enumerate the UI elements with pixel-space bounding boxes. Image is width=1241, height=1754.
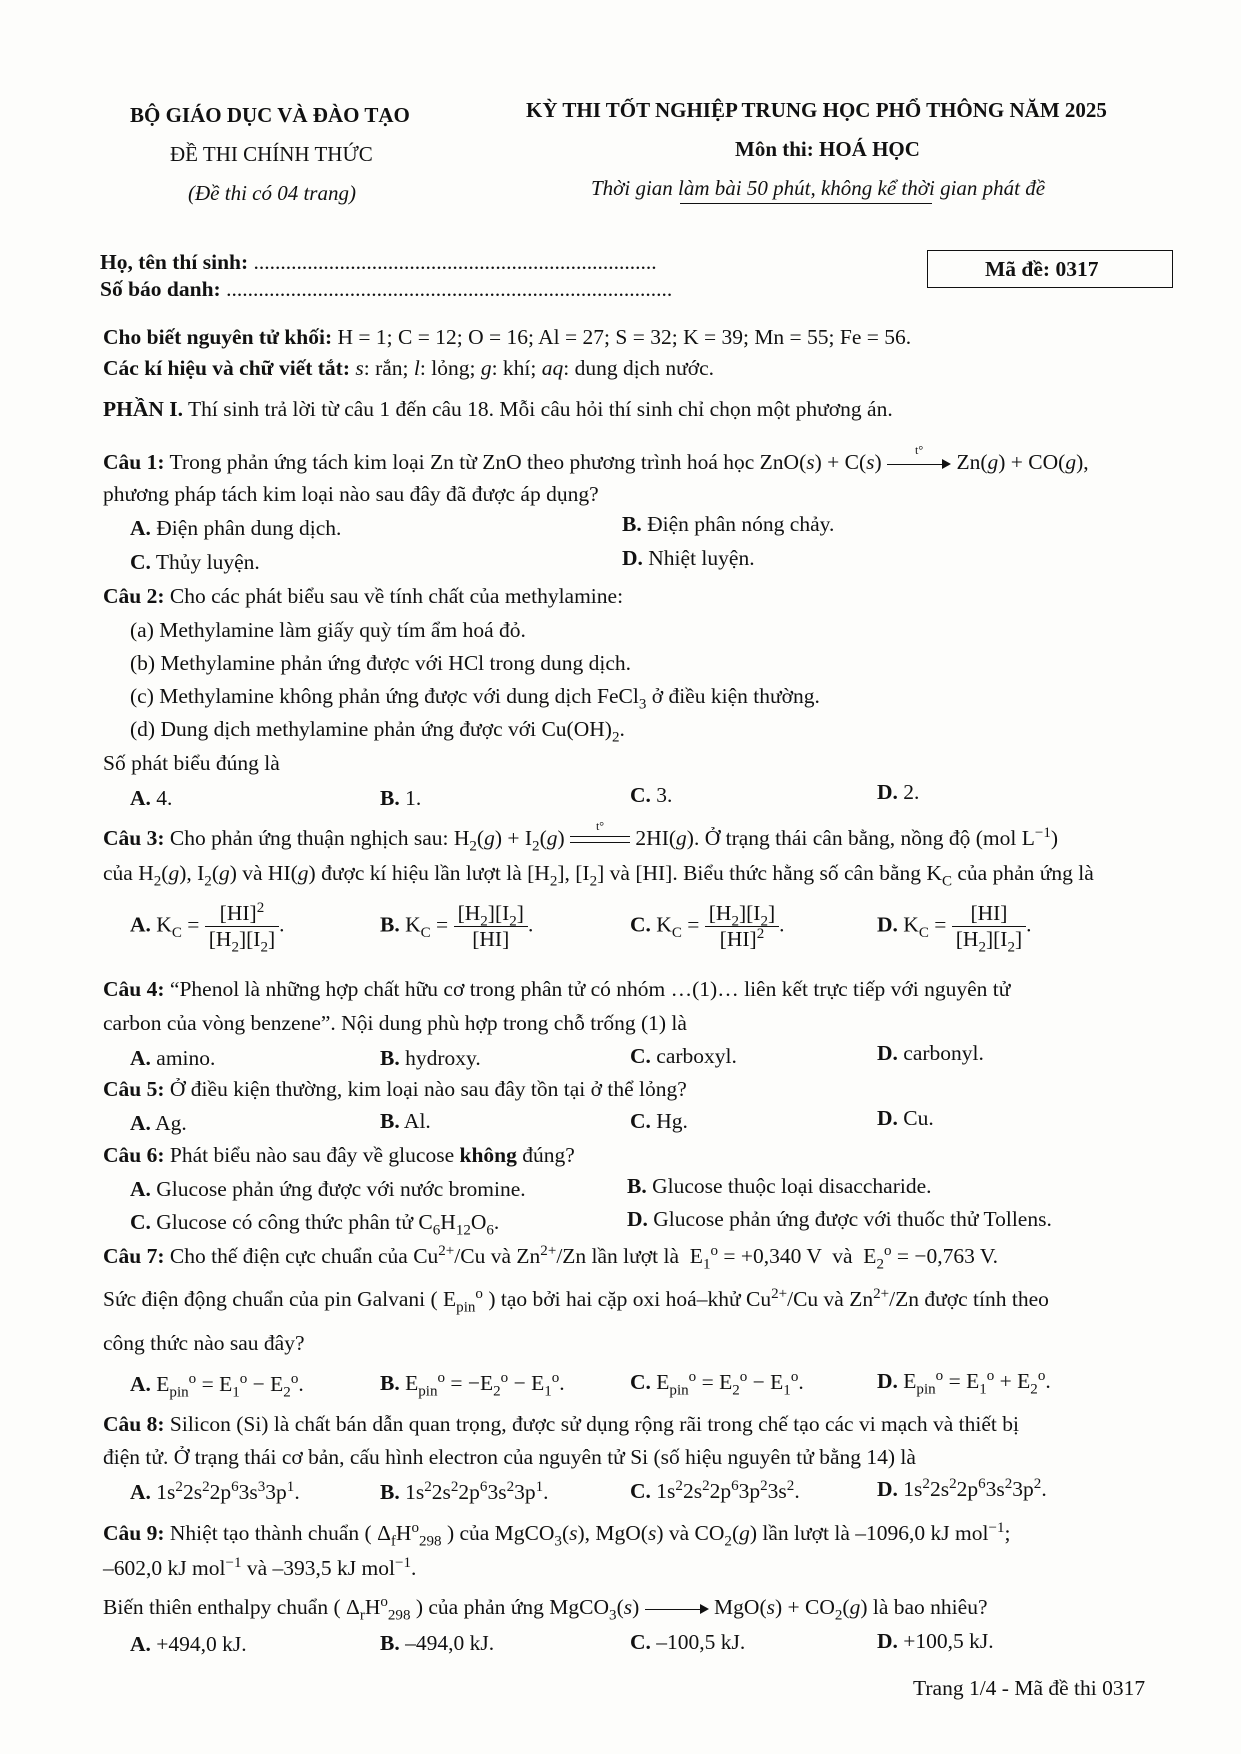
q9-option-c[interactable]: C. –100,5 kJ.: [630, 1630, 746, 1654]
name-label: Họ, tên thí sinh:: [100, 250, 249, 274]
statement-b: (b) Methylamine phản ứng được với HCl trong dung dịch.: [130, 651, 632, 675]
page-footer: Trang 1/4 - Mã đề thi 0317: [913, 1676, 1146, 1700]
statement-d: (d) Dung dịch methylamine phản ứng được với $Cu(OH)_2$.: [130, 717, 625, 746]
q1-option-b[interactable]: B. Điện phân nóng chảy.: [622, 512, 835, 536]
symbols-legend: Các kí hiệu và chữ viết tắt: s: rắn; l: lỏng; g: khí; aq: dung dịch nước.: [103, 356, 715, 380]
ministry-name: BỘ GIÁO DỤC VÀ ĐÀO TẠO: [130, 103, 410, 127]
q2-option-d[interactable]: D. 2.: [877, 780, 920, 804]
question-text: Trong phản ứng tách kim loại Zn từ ZnO theo phương trình hoá học: [169, 450, 755, 474]
question-3-line2: của $H_2(g)$, $I_2(g)$ và HI(g) được kí hiệu lần lượt là $[H_2]$, $[I_2]$ và [HI]. Biểu thức hằng số cân bằng $K_C$ của phản ứng là: [103, 861, 1094, 890]
q9-option-d[interactable]: D. +100,5 kJ.: [877, 1629, 994, 1653]
q4-option-a[interactable]: A. amino.: [130, 1046, 216, 1070]
question-4-line2: carbon của vòng benzene”. Nội dung phù hợp trong chỗ trống (1) là: [103, 1011, 687, 1035]
question-7-line3: công thức nào sau đây?: [103, 1331, 305, 1355]
candidate-id-line: [100, 277, 672, 302]
part-1-instruction: [103, 397, 893, 422]
code-label: Mã đề:: [985, 257, 1051, 281]
q2-option-b[interactable]: B. 1.: [380, 786, 422, 810]
q2-option-a[interactable]: A. 4.: [130, 786, 173, 810]
q4-option-d[interactable]: D. carbonyl.: [877, 1041, 984, 1065]
question-9-line2: –602,0 kJ mol$^{-1}$ và –393,5 kJ mol$^{-1}$.: [103, 1554, 417, 1580]
question-label: Câu 1:: [103, 450, 165, 474]
q5-option-d[interactable]: D. Cu.: [877, 1106, 934, 1130]
question-2: Câu 2: Cho các phát biểu sau về tính chất của methylamine:: [103, 584, 624, 608]
exam-title: KỲ THI TỐT NGHIỆP TRUNG HỌC PHỔ THÔNG NĂM 2025: [526, 98, 1107, 122]
question-1: Câu 1: Trong phản ứng tách kim loại Zn từ ZnO theo phương trình hoá học ZnO(s) + C(s) t° Zn(g) + CO(g),: [103, 443, 1089, 474]
name-dots: ...........................................................................: [253, 250, 657, 274]
statement-a: (a) Methylamine làm giấy quỳ tím ẩm hoá đỏ.: [130, 618, 526, 642]
official-label: ĐỀ THI CHÍNH THỨC: [170, 142, 373, 166]
question-4: Câu 4: “Phenol là những hợp chất hữu cơ trong phân tử có nhóm …(1)… liên kết trực tiếp với nguyên tử: [103, 977, 1011, 1001]
code-value: 0317: [1055, 257, 1099, 281]
q8-option-c[interactable]: C. $1s^22s^22p^63p^23s^2$.: [630, 1477, 800, 1503]
statement-c: (c) Methylamine không phản ứng được với dung dịch FeCl$_3$ ở điều kiện thường.: [130, 684, 820, 713]
q7-option-a[interactable]: A. $E_{pin}^o = E_1^o - E_2^o$.: [130, 1370, 304, 1401]
q4-option-b[interactable]: B. hydroxy.: [380, 1046, 481, 1070]
reaction-arrow: t°: [887, 458, 951, 470]
header-underline: [680, 203, 932, 204]
question-5: Câu 5: Ở điều kiện thường, kim loại nào sau đây tồn tại ở thể lỏng?: [103, 1077, 687, 1101]
q1-option-d[interactable]: D. Nhiệt luyện.: [622, 546, 755, 570]
q6-option-d[interactable]: D. Glucose phản ứng được với thuốc thử Tollens.: [627, 1207, 1052, 1231]
symbols-label: Các kí hiệu và chữ viết tắt:: [103, 356, 350, 380]
question-3: Câu 3: Cho phản ứng thuận nghịch sau: $H_2(g) + I_2(g)$ t° 2HI(g). Ở trạng thái cân bằng, nồng độ (mol $L^{-1}$): [103, 819, 1059, 855]
q3-option-c[interactable]: C. $K_C$ = $\frac{[H_2][I_2]}{[HI]^2}$ .: [630, 901, 785, 951]
part-text: Thí sinh trả lời từ câu 1 đến câu 18. Mỗi câu hỏi thí sinh chỉ chọn một phương án.: [188, 397, 893, 421]
q8-option-b[interactable]: B. $1s^22s^22p^63s^23p^1$.: [380, 1478, 549, 1504]
question-9: Câu 9: Nhiệt tạo thành chuẩn ( $\Delta_fH^o_{298}$ ) của MgCO$_3$(s), MgO(s) và $CO_2(g)$ lần lượt là –1096,0 kJ mol$^{-1}$;: [103, 1519, 1011, 1550]
equilibrium-arrow: t°: [570, 833, 630, 847]
q9-option-b[interactable]: B. –494,0 kJ.: [380, 1631, 495, 1655]
atomic-masses: [103, 325, 911, 350]
question-7-line2: Sức điện động chuẩn của pin Galvani ( $E_{pin}^o$ ) tạo bởi hai cặp oxi hoá–khử $Cu^{2+}/Cu$ và $Zn^{2+}/Zn$ được tính theo: [103, 1285, 1049, 1316]
q7-option-d[interactable]: D. $E_{pin}^o = E_1^o + E_2^o$.: [877, 1367, 1051, 1398]
question-7: Câu 7: Cho thế điện cực chuẩn của $Cu^{2+}/Cu$ và $Zn^{2+}/Zn$ lần lượt là $E_1^o = +0,340$ V và $E_2^o = -0,763$ V.: [103, 1242, 998, 1273]
q8-option-d[interactable]: D. $1s^22s^22p^63s^23p^2$.: [877, 1475, 1047, 1501]
q2-option-c[interactable]: C. 3.: [630, 783, 673, 807]
q8-option-a[interactable]: A. $1s^22s^22p^63s^33p^1$.: [130, 1478, 300, 1504]
q4-option-c[interactable]: C. carboxyl.: [630, 1044, 737, 1068]
question-8-line2: điện tử. Ở trạng thái cơ bản, cấu hình electron của nguyên tử Si (số hiệu nguyên tử bằng 14) là: [103, 1445, 916, 1469]
q1-option-c[interactable]: C. Thủy luyện.: [130, 550, 260, 574]
q3-option-b[interactable]: B. $K_C$ = $\frac{[H_2][I_2]}{[HI]}$ .: [380, 901, 534, 951]
q6-option-a[interactable]: A. Glucose phản ứng được với nước bromine.: [130, 1177, 526, 1201]
question-6: Câu 6: Phát biểu nào sau đây về glucose không đúng?: [103, 1143, 575, 1167]
q7-option-b[interactable]: B. $E_{pin}^o = -E_2^o - E_1^o$.: [380, 1369, 565, 1400]
q9-option-a[interactable]: A. +494,0 kJ.: [130, 1632, 247, 1656]
q5-option-c[interactable]: C. Hg.: [630, 1109, 688, 1133]
question-8: Câu 8: Silicon (Si) là chất bán dẫn quan trọng, được sử dụng rộng rãi trong chế tạo các vi mạch và thiết bị: [103, 1412, 1019, 1436]
q3-option-a[interactable]: A. $K_C$ = $\frac{[HI]^2}{[H_2][I_2]}$ .: [130, 899, 285, 955]
exam-code: [985, 257, 1098, 282]
q6-option-b[interactable]: B. Glucose thuộc loại disaccharide.: [627, 1174, 932, 1198]
q6-option-c[interactable]: C. Glucose có công thức phân tử $C_6H_{12}O_6$.: [130, 1210, 500, 1239]
reaction-arrow: [645, 1603, 709, 1615]
subject: Môn thi: HOÁ HỌC: [735, 137, 920, 161]
part-label: PHẦN I.: [103, 397, 184, 421]
mass-label: Cho biết nguyên tử khối:: [103, 325, 333, 349]
id-label: Số báo danh:: [100, 277, 221, 301]
mass-values: H = 1; C = 12; O = 16; Al = 27; S = 32; K = 39; Mn = 55; Fe = 56.: [337, 325, 912, 349]
q3-option-d[interactable]: D. $K_C$ = $\frac{[HI]}{[H_2][I_2]}$ .: [877, 901, 1032, 955]
candidate-name-line: [100, 250, 657, 275]
id-dots: ...................................................................................: [226, 277, 673, 301]
pages-note: (Đề thi có 04 trang): [188, 181, 356, 205]
q5-option-a[interactable]: A. Ag.: [130, 1111, 187, 1135]
q1-option-a[interactable]: A. Điện phân dung dịch.: [130, 516, 342, 540]
q7-option-c[interactable]: C. $E_{pin}^o = E_2^o - E_1^o$.: [630, 1368, 804, 1399]
question-9-line3: Biến thiên enthalpy chuẩn ( $\Delta_rH^o_{298}$ ) của phản ứng MgCO$_3$(s) $MgO(s) + CO_2(g)$ là bao nhiêu?: [103, 1593, 988, 1624]
q5-option-b[interactable]: B. Al.: [380, 1109, 431, 1133]
time-note: Thời gian làm bài 50 phút, không kể thời gian phát đề: [591, 176, 1046, 200]
question-1-line2: phương pháp tách kim loại nào sau đây đã được áp dụng?: [103, 482, 599, 506]
question-2-prompt: Số phát biểu đúng là: [103, 751, 280, 775]
